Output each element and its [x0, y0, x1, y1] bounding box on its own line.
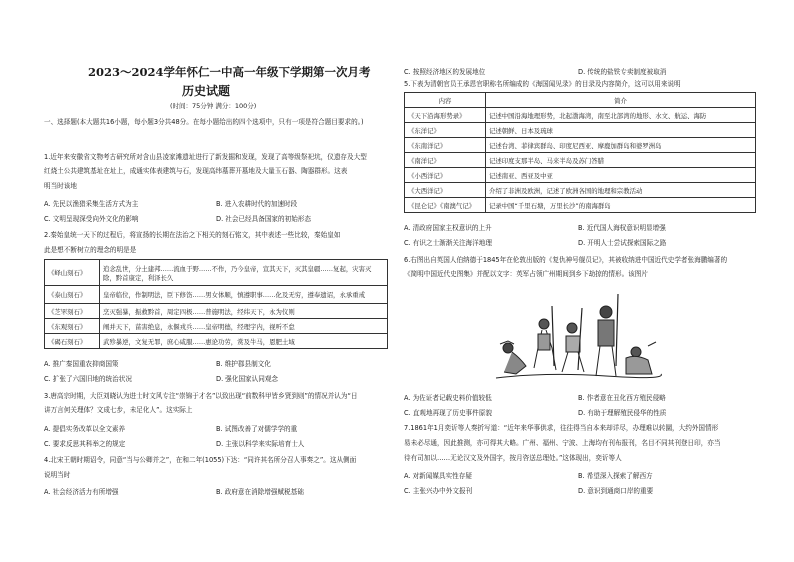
q6-line: 《简明中国近代史图集》并配以文字：英军占领广州期间到乡下劫掠的情形。该图片: [404, 270, 648, 278]
q2-option-c[interactable]: C. 扩张了六国旧地的统治状况: [44, 375, 132, 383]
q4-option-a[interactable]: A. 社会经济活力有所增强: [44, 488, 119, 496]
q1-option-b[interactable]: B. 进入农耕时代的加速时段: [216, 200, 298, 208]
table-cell: 烹灭强暴，振救黔首，周定四极……普施明法，经纬天下，永为仪则: [100, 304, 388, 319]
table-cell: 阐并天下，菑害绝息，永偃戎兵……皇帝明德，经理宇内，视听不怠: [100, 319, 388, 334]
table-cell: 《南洋记》: [405, 153, 486, 168]
q5-option-b[interactable]: B. 近代国人海权意识明显增强: [578, 224, 666, 232]
table-cell: 《芝罘刻石》: [45, 304, 100, 319]
table-cell: 记述朝鲜、日本及琉球: [486, 123, 756, 138]
q1-line: 红烧土公共建筑基址在址上，成通实体表建筑与石，发现高纬墓葬开墓地及大量玉石器、陶器群形。这表: [44, 167, 348, 175]
q3-option-a[interactable]: A. 提倡实务改革以全文素养: [44, 425, 126, 433]
q7-line: 易未必尽通，因此推测，亦可得其大略。广州、福州、宁波、上海均有刊布报刊，名目不同其刊登日印，亦当: [404, 439, 721, 447]
q2-line: 2.秦始皇统一天下的过程后，将宣扬的长期在法治之下相关的刻石铭文，其中表述一些比较，秦始皇如: [44, 231, 341, 239]
q2-table: [44, 259, 388, 349]
table-row: [405, 108, 756, 123]
table-cell: 追念乱世，分土建邦……流血于野……不作，乃今皇帝，宣其天下，灭其皇疆……复起，灾害灭除，黔首康定，利泽长久: [100, 260, 388, 286]
q7-option-d[interactable]: D. 意识到通商口岸的重要: [578, 487, 654, 495]
table-row: [45, 286, 388, 304]
table-cell: 记述中国沿海地理形势，北起渤海湾，南至北部湾的地形、水文、航运、海防: [486, 108, 756, 123]
table-cell: 《泰山刻石》: [45, 286, 100, 304]
q6-option-a[interactable]: A. 为佐证者记载史料价值较低: [404, 394, 492, 402]
table-cell: 记录中国“千里石塘，万里长沙”的南海群岛: [486, 198, 756, 213]
table-row: [405, 168, 756, 183]
q5-line: 5.下表为清朝官员王承恩官职称名所编成的《海国闻见录》的目录及内容简介，这可以用来说明: [404, 80, 681, 88]
q1-option-a[interactable]: A. 先民以渔猎采集生活方式为主: [44, 200, 139, 208]
table-cell: 《天下沿海形势录》: [405, 108, 486, 123]
q6-option-c[interactable]: C. 直观地再现了历史事件原貌: [404, 409, 492, 417]
q2-option-b[interactable]: B. 维护郡县制文化: [216, 360, 271, 368]
table-cell: 记述印度支那半岛、马来半岛及苏门答腊: [486, 153, 756, 168]
q1-line: 1.近年来安徽省文物考古研究所对含山县凌家滩遗址进行了新发掘和发现，发现了高等级祭祀坑，仪遗存及大型: [44, 153, 367, 161]
table-row: [45, 304, 388, 319]
q3-option-b[interactable]: B. 试图改善了对儒学学的重: [216, 425, 298, 433]
exam-meta: (时间：75分钟 满分：100分): [170, 102, 257, 110]
q4-option-d[interactable]: D. 传统的盐铁专卖制度被取消: [578, 68, 667, 76]
q1-line: 明当时该地: [44, 182, 77, 190]
exam-subtitle: 历史试题: [182, 84, 231, 98]
q7-line: 7.1861年1月奕䜣等人奏折写道：“近年来华事供求，往往得当自本来却详尽，办理难以转圜，大约外国情形: [404, 424, 719, 432]
table-row: [405, 138, 756, 153]
q4-line: 说明当时: [44, 471, 71, 479]
q2-line: 此是想不断树立的理念的明是是: [44, 246, 137, 254]
table-row: [45, 319, 388, 334]
table-row: [45, 334, 388, 349]
table-cell: 《大西洋记》: [405, 183, 486, 198]
table-cell: 《东观刻石》: [45, 319, 100, 334]
q2-option-d[interactable]: D. 强化国家认同观念: [216, 375, 279, 383]
table-row: [405, 123, 756, 138]
table-cell: 记述台湾、菲律宾群岛、印度尼西亚、摩鹿加群岛和婆罗洲岛: [486, 138, 756, 153]
table-header: 简介: [486, 93, 756, 108]
table-cell: 《东南洋记》: [405, 138, 486, 153]
q5-option-c[interactable]: C. 有识之士渐渐关注海洋地理: [404, 239, 492, 247]
table-row: [405, 183, 756, 198]
table-cell: 介绍了非洲及欧洲，记述了欧洲各国的地理和宗教活动: [486, 183, 756, 198]
table-cell: 《昆仑记》《南澳气记》: [405, 198, 486, 213]
q7-option-b[interactable]: B. 希望深入探索了解西方: [578, 472, 653, 480]
q1-option-c[interactable]: C. 文明呈现深受向外文化的影响: [44, 215, 139, 223]
q4-line: 4.北宋王朝时期诏令，同意“当与公卿并之”，在和二年(1055)下达：“同许其名所分召人事奏之”。这从侧面: [44, 456, 357, 464]
table-cell: 记述南亚、西亚及中亚: [486, 168, 756, 183]
table-cell: 《峄山刻石》: [45, 260, 100, 286]
table-row: [405, 198, 756, 213]
q3-option-c[interactable]: C. 要求反思其科举之的规定: [44, 440, 126, 448]
q7-option-a[interactable]: A. 对新闻媒具实性存疑: [404, 472, 472, 480]
q6-option-d[interactable]: D. 有助于理解殖民侵华的性质: [578, 409, 667, 417]
q7-option-c[interactable]: C. 主张兴办中外文报刊: [404, 487, 473, 495]
q4-option-b[interactable]: B. 政府意在消除增强赋税基础: [216, 488, 304, 496]
table-cell: 《东洋记》: [405, 123, 486, 138]
q6-line: 6.右图出自英国人伯纳德于1845年在伦敦出版的《复仇神号舰员记》，其被收纳进中国近代史学者张海鹏编著的: [404, 256, 728, 264]
q5-option-a[interactable]: A. 清政府国家主权意识的上升: [404, 224, 492, 232]
historical-illustration: [486, 286, 666, 386]
exam-title: 2023～2024学年怀仁一中高一年级下学期第一次月考: [88, 65, 371, 79]
section-heading: 一、选择题(本大题共16小题，每小题3分共48分。在每小题给出的四个选项中，只有一项是符合题目要求的。): [44, 118, 364, 126]
table-cell: 皇帝临位，作制明法，臣下修饬……男女体顺，慎遵职事……化及无穷，遵奉遗诏，永承重戒: [100, 286, 388, 304]
table-cell: 《碣石刻石》: [45, 334, 100, 349]
q5-table: [404, 92, 756, 213]
table-header-row: [405, 93, 756, 108]
q4-option-c[interactable]: C. 按照经济地区的发展地位: [404, 68, 486, 76]
table-cell: 武殄暴逆，文复无罪，庶心咸服……惠论功劳，赏及牛马，恩肥土域: [100, 334, 388, 349]
table-row: [405, 153, 756, 168]
q3-line: 讲万言何关理体？文成七步，未足化人”。这实际上: [44, 406, 193, 414]
q3-line: 3.唐高宗时期，大臣刘晓认为进士时文风专注“崇锦于才名”以致出现“前数科甲皆乡贤到则”的情况并认为“日: [44, 392, 358, 400]
q7-line: 待有司加以……无论汉文及外国字，按月咨送总理处。”这体现出，奕䜣等人: [404, 454, 622, 462]
q3-option-d[interactable]: D. 主张以科学来实际培育士人: [216, 440, 305, 448]
table-row: [45, 260, 388, 286]
q6-option-b[interactable]: B. 作者意在丑化西方殖民侵略: [578, 394, 666, 402]
q1-option-d[interactable]: D. 社会已经具备国家的初始形态: [216, 215, 311, 223]
table-cell: 《小西洋记》: [405, 168, 486, 183]
q5-option-d[interactable]: D. 开明人士尝试探索国际之路: [578, 239, 667, 247]
table-header: 内容: [405, 93, 486, 108]
q2-option-a[interactable]: A. 推广秦国重农抑商国策: [44, 360, 119, 368]
